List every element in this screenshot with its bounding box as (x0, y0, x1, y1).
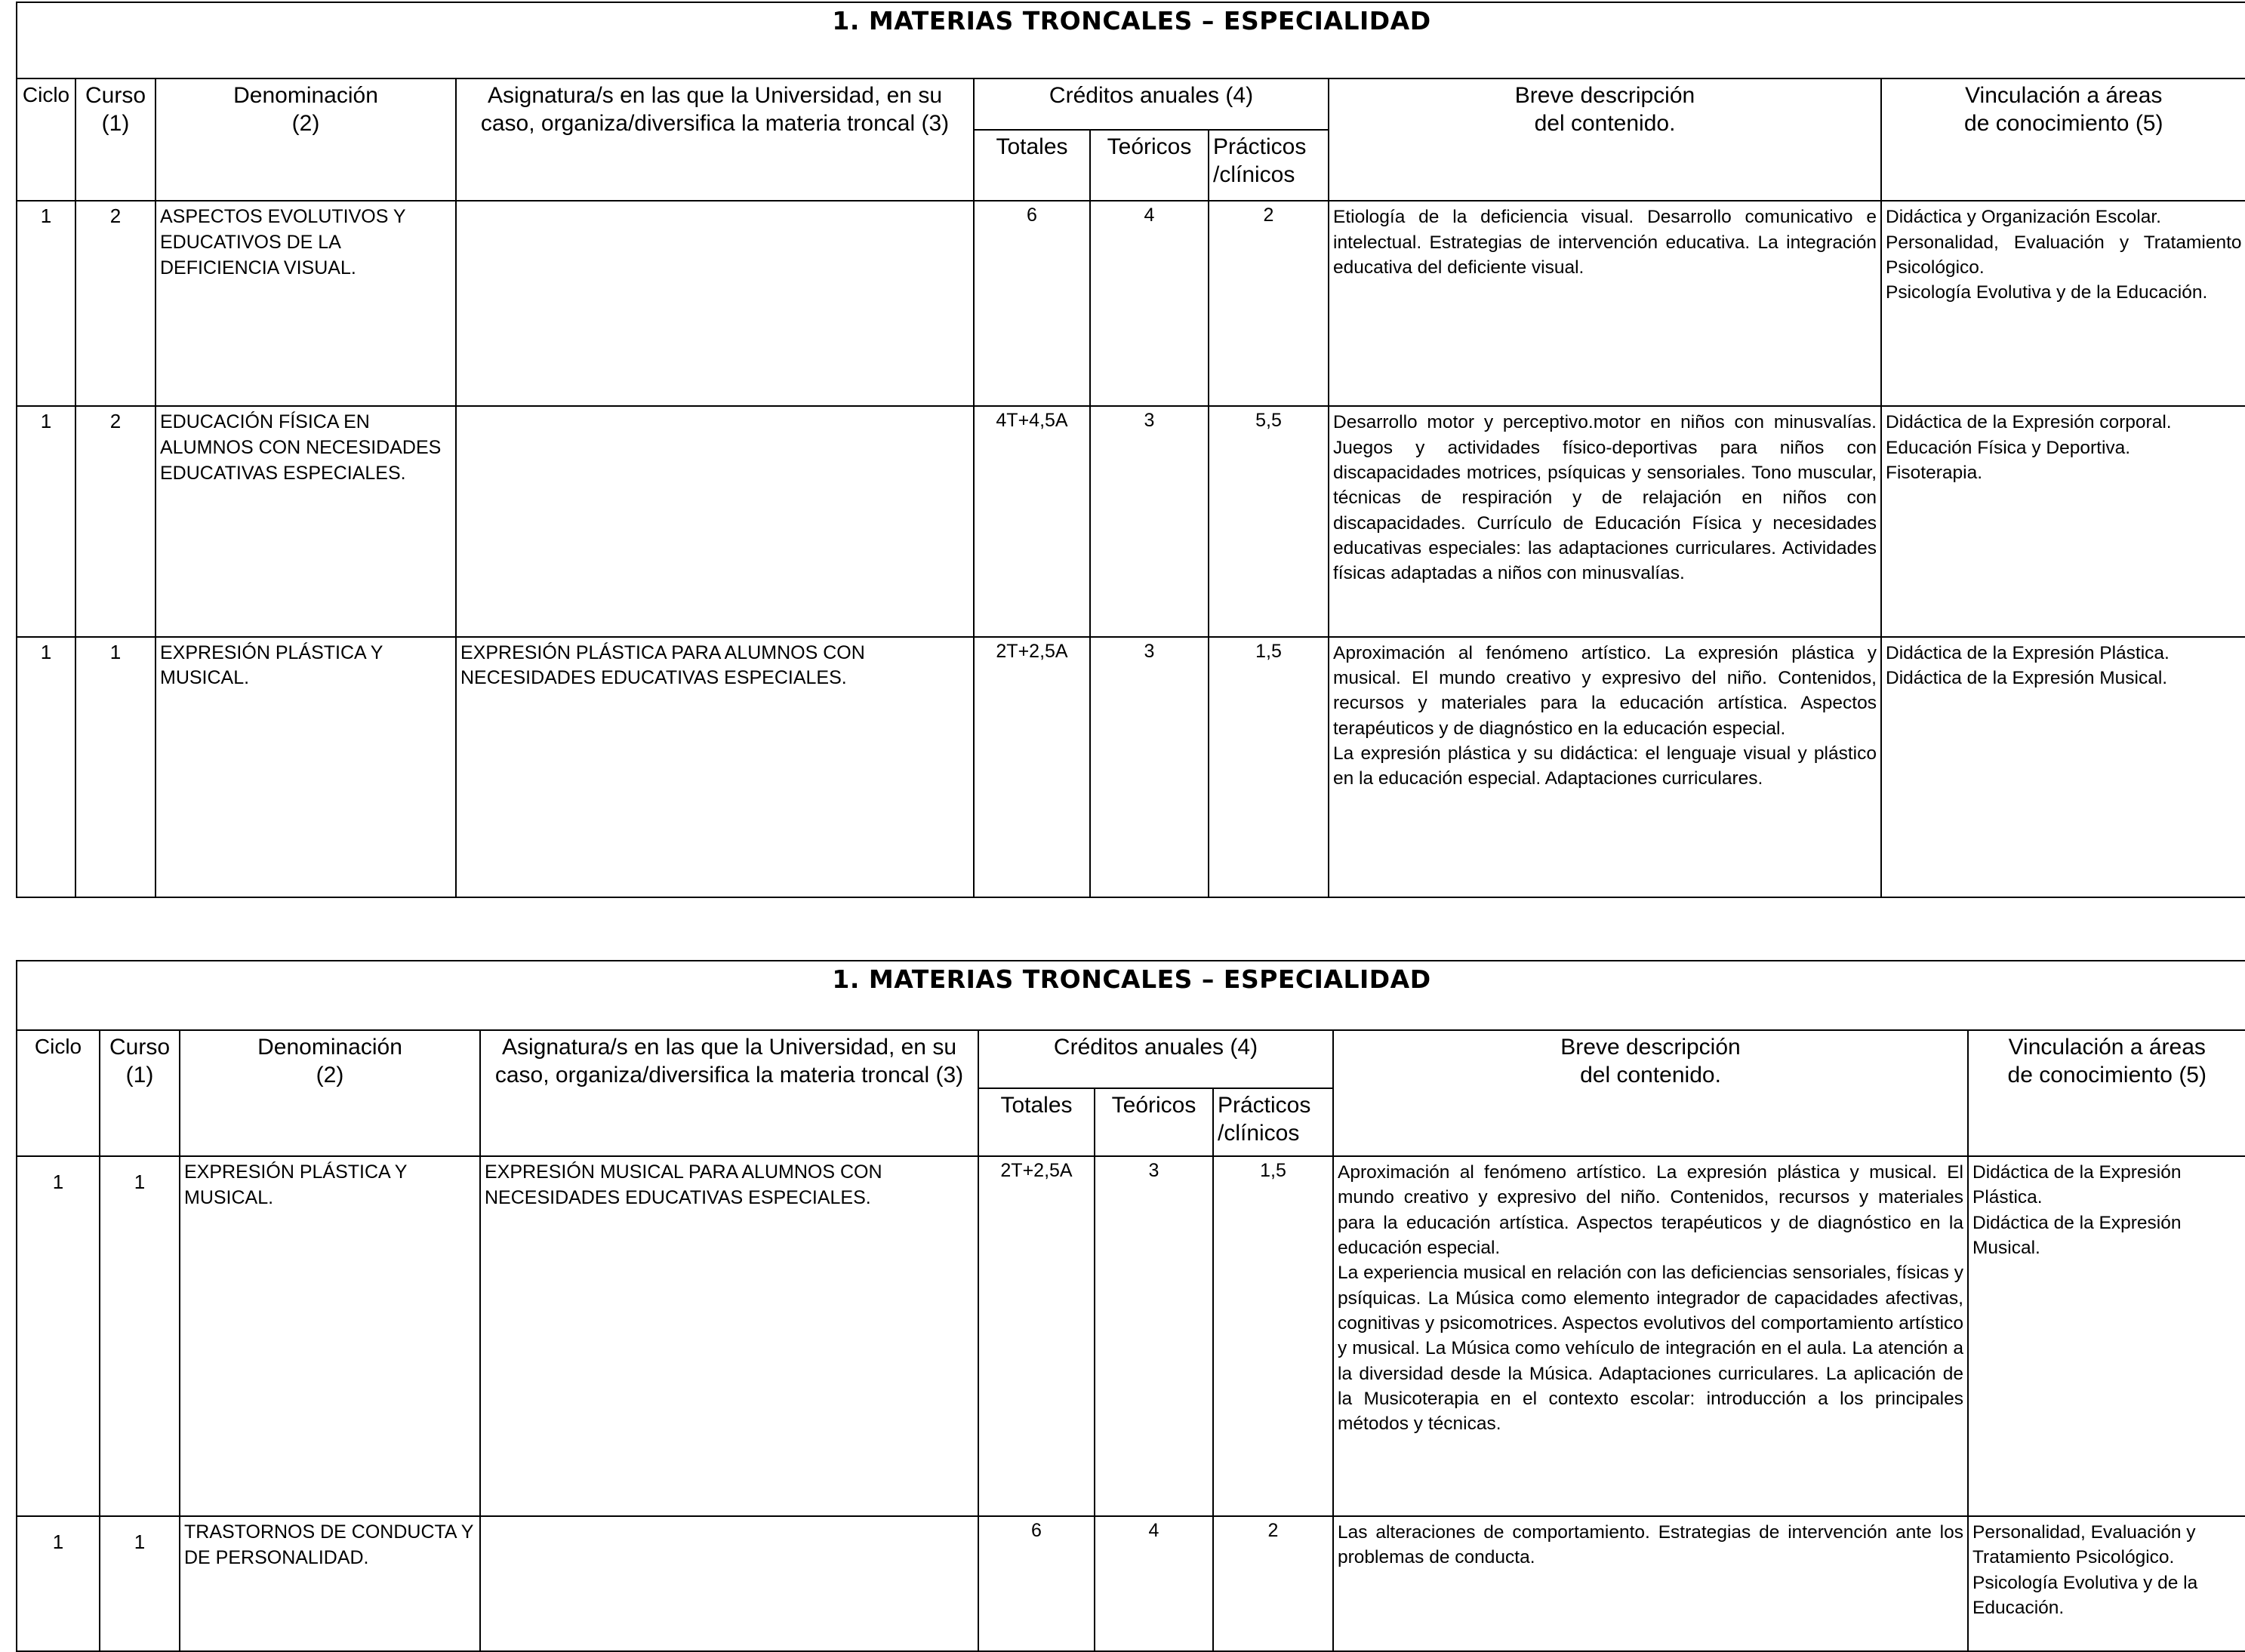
table-title: 1. MATERIAS TRONCALES – ESPECIALIDAD (17, 961, 2245, 1030)
header-curso-note: (1) (101, 110, 130, 136)
cell-areas (1881, 201, 2245, 406)
area-item: Fisoterapia. (1886, 463, 1983, 484)
header-creditos: Créditos anuales (4) (978, 1030, 1333, 1088)
descripcion-text: Las alteraciones de comportamiento. Estrategias de intervención ante los problemas de conducta. (1338, 1522, 1963, 1568)
cell-curso: 2 (75, 201, 156, 406)
cell-descripcion (1329, 406, 1881, 636)
cell-curso: 1 (75, 637, 156, 897)
table-row (17, 406, 2245, 636)
cell-teoricos: 4 (1095, 1516, 1213, 1651)
cell-totales: 2T+2,5A (974, 637, 1090, 897)
header-curso (100, 1030, 180, 1156)
cell-teoricos: 4 (1090, 201, 1209, 406)
cell-practicos: 5,5 (1209, 406, 1329, 636)
header-denominacion-label: Denominación (233, 83, 378, 109)
descripcion-text: Aproximación al fenómeno artístico. La expresión plástica y musical. El mundo creativo y expresivo del niño. Contenidos, recursos y materiales para la educación artística. Aspectos terapéuticos y de diagnóstico en la educación especial. (1333, 642, 1877, 739)
header-ciclo: Ciclo (17, 78, 75, 201)
table-row (17, 1156, 2245, 1516)
subjects-table-2 (16, 960, 2245, 1652)
header-denominacion-label: Denominación (257, 1035, 402, 1060)
table-row (17, 1516, 2245, 1651)
area-item: Didáctica y Organización Escolar. (1886, 207, 2161, 228)
header-vinculacion-line2: de conocimiento (5) (2007, 1062, 2207, 1087)
header-descripcion-line1: Breve descripción (1514, 83, 1695, 109)
area-item: Psicología Evolutiva y de la Educación. (1886, 282, 2208, 303)
header-denominacion (180, 1030, 480, 1156)
cell-totales: 2T+2,5A (978, 1156, 1095, 1516)
cell-areas (1968, 1516, 2245, 1651)
cell-ciclo: 1 (17, 1156, 100, 1516)
table-title: 1. MATERIAS TRONCALES – ESPECIALIDAD (17, 2, 2245, 78)
header-ciclo: Ciclo (17, 1030, 100, 1156)
cell-descripcion (1329, 637, 1881, 897)
cell-areas (1881, 637, 2245, 897)
cell-curso: 1 (100, 1156, 180, 1516)
header-denominacion-note: (2) (316, 1062, 344, 1087)
header-denominacion-note: (2) (291, 110, 320, 136)
cell-ciclo: 1 (17, 406, 75, 636)
cell-descripcion (1333, 1156, 1968, 1516)
descripcion-text: Aproximación al fenómeno artístico. La expresión plástica y musical. El mundo creativo y expresivo del niño. Contenidos, recursos y materiales para la educación artística. Aspectos terapéuticos y de diagnóstico en la educación especial. (1338, 1162, 1963, 1258)
cell-teoricos: 3 (1095, 1156, 1213, 1516)
header-denominacion (156, 78, 456, 201)
cell-denominacion: EDUCACIÓN FÍSICA EN ALUMNOS CON NECESIDADES EDUCATIVAS ESPECIALES. (156, 406, 456, 636)
header-vinculacion-line2: de conocimiento (5) (1964, 110, 2163, 136)
header-curso (75, 78, 156, 201)
area-item: Didáctica de la Expresión Plástica. (1886, 642, 2170, 663)
header-practicos: Prácticos /clínicos (1209, 130, 1329, 201)
header-practicos: Prácticos /clínicos (1213, 1088, 1333, 1156)
cell-totales: 6 (978, 1516, 1095, 1651)
cell-descripcion (1333, 1516, 1968, 1651)
cell-practicos: 1,5 (1213, 1156, 1333, 1516)
header-curso-label: Curso (85, 83, 146, 109)
cell-asignatura (456, 201, 974, 406)
cell-denominacion: ASPECTOS EVOLUTIVOS Y EDUCATIVOS DE LA DEFICIENCIA VISUAL. (156, 201, 456, 406)
cell-asignatura (480, 1516, 978, 1651)
cell-ciclo: 1 (17, 1516, 100, 1651)
cell-areas (1968, 1156, 2245, 1516)
descripcion-text: La expresión plástica y su didáctica: el lenguaje visual y plástico en la educación especial. Adaptaciones curriculares. (1333, 743, 1877, 789)
cell-curso: 1 (100, 1516, 180, 1651)
descripcion-text: Etiología de la deficiencia visual. Desarrollo comunicativo e intelectual. Estrategias de intervención educativa. La integración educativa del deficiente visual. (1333, 207, 1877, 278)
cell-asignatura (456, 406, 974, 636)
table-row (17, 637, 2245, 897)
area-item: Didáctica de la Expresión Musical. (1972, 1212, 2182, 1258)
header-asignatura: Asignatura/s en las que la Universidad, en su caso, organiza/diversifica la materia troncal (3) (456, 78, 974, 201)
header-vinculacion-line1: Vinculación a áreas (1965, 83, 2163, 109)
cell-asignatura: EXPRESIÓN PLÁSTICA PARA ALUMNOS CON NECESIDADES EDUCATIVAS ESPECIALES. (456, 637, 974, 897)
area-item: Personalidad, Evaluación y Tratamiento Psicológico. (1886, 232, 2242, 278)
cell-denominacion: TRASTORNOS DE CONDUCTA Y DE PERSONALIDAD. (180, 1516, 480, 1651)
cell-teoricos: 3 (1090, 637, 1209, 897)
subjects-table-1 (16, 2, 2245, 898)
cell-totales: 6 (974, 201, 1090, 406)
header-descripcion-line1: Breve descripción (1560, 1035, 1741, 1060)
header-vinculacion-line1: Vinculación a áreas (2008, 1035, 2206, 1060)
header-asignatura: Asignatura/s en las que la Universidad, en su caso, organiza/diversifica la materia troncal (3) (480, 1030, 978, 1156)
header-curso-label: Curso (109, 1035, 171, 1060)
header-totales: Totales (978, 1088, 1095, 1156)
header-descripcion (1329, 78, 1881, 201)
area-item: Didáctica de la Expresión Plástica. (1972, 1162, 2182, 1208)
cell-practicos: 2 (1213, 1516, 1333, 1651)
area-item: Didáctica de la Expresión corporal. (1886, 412, 2172, 433)
cell-practicos: 2 (1209, 201, 1329, 406)
header-totales: Totales (974, 130, 1090, 201)
descripcion-text: La experiencia musical en relación con las deficiencias sensoriales, físicas y psíquicas. La Música como elemento integrador de capacidades afectivas, cognitivas y psicomotrices. Aspectos evolutivos del comportamiento artístico y musical. La Música como vehículo de integración en el aula. La atención a la diversidad desde la Música. Adaptaciones curriculares. La aplicación de la Musicoterapia en el contexto escolar: introducción a los principales métodos y técnicas. (1338, 1263, 1963, 1435)
area-item: Psicología Evolutiva y de la Educación. (1972, 1572, 2198, 1618)
cell-descripcion (1329, 201, 1881, 406)
descripcion-text: Desarrollo motor y perceptivo.motor en niños con minusvalías. Juegos y actividades físico-deportivas para niños con discapacidades motrices, psíquicas y sensoriales. Tono muscular, técnicas de respiración y de relajación en niños con discapacidades. Currículo de Educación Física y necesidades educativas especiales: las adaptaciones curriculares. Actividades físicas adaptadas a niños con minusvalías. (1333, 412, 1877, 584)
cell-ciclo: 1 (17, 637, 75, 897)
header-descripcion (1333, 1030, 1968, 1156)
header-vinculacion (1881, 78, 2245, 201)
header-descripcion-line2: del contenido. (1580, 1062, 1721, 1087)
header-teoricos: Teóricos (1090, 130, 1209, 201)
cell-areas (1881, 406, 2245, 636)
cell-teoricos: 3 (1090, 406, 1209, 636)
cell-curso: 2 (75, 406, 156, 636)
header-vinculacion (1968, 1030, 2245, 1156)
area-item: Didáctica de la Expresión Musical. (1886, 667, 2168, 688)
cell-practicos: 1,5 (1209, 637, 1329, 897)
cell-ciclo: 1 (17, 201, 75, 406)
table-row (17, 201, 2245, 406)
header-curso-note: (1) (125, 1062, 154, 1087)
cell-denominacion: EXPRESIÓN PLÁSTICA Y MUSICAL. (180, 1156, 480, 1516)
cell-asignatura: EXPRESIÓN MUSICAL PARA ALUMNOS CON NECESIDADES EDUCATIVAS ESPECIALES. (480, 1156, 978, 1516)
header-teoricos: Teóricos (1095, 1088, 1213, 1156)
area-item: Personalidad, Evaluación y Tratamiento Psicológico. (1972, 1522, 2196, 1568)
cell-denominacion: EXPRESIÓN PLÁSTICA Y MUSICAL. (156, 637, 456, 897)
header-descripcion-line2: del contenido. (1534, 110, 1676, 136)
header-creditos: Créditos anuales (4) (974, 78, 1329, 130)
cell-totales: 4T+4,5A (974, 406, 1090, 636)
area-item: Educación Física y Deportiva. (1886, 437, 2131, 458)
